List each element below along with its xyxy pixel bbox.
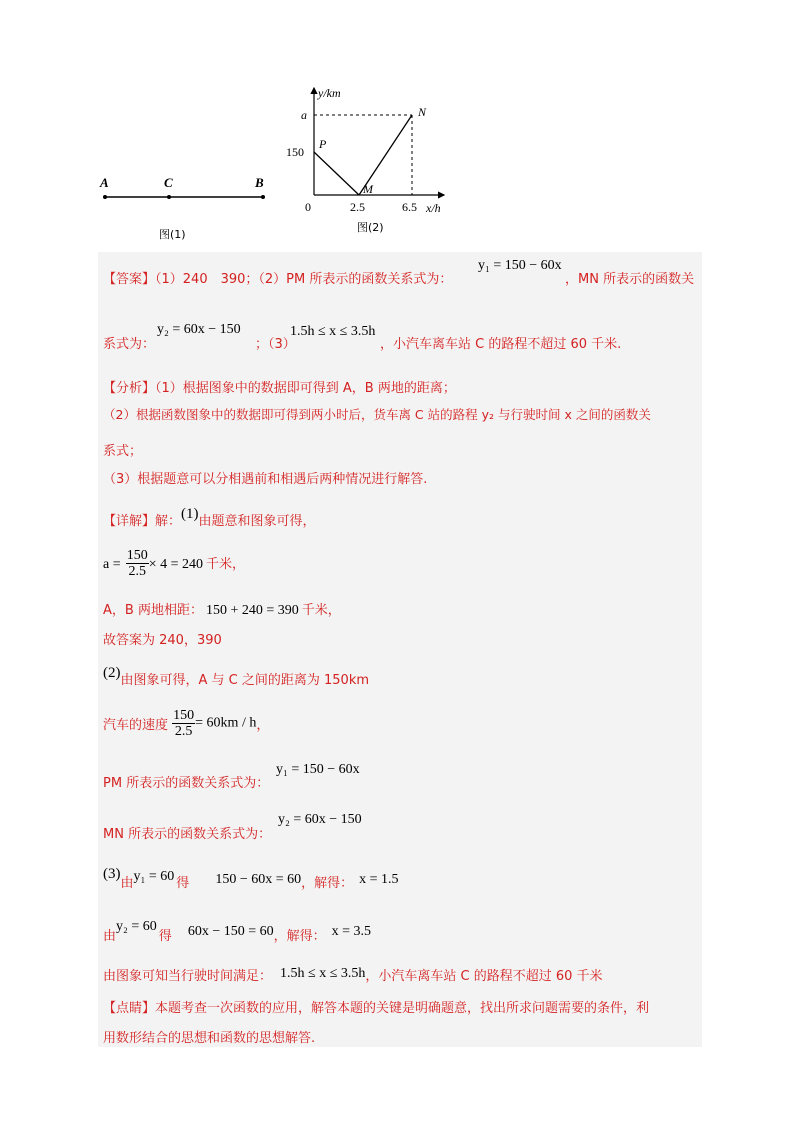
analysis-tag: 【分析】 (103, 381, 156, 396)
figure-1-caption: 图(1) (159, 228, 186, 241)
label-150: 150 (286, 145, 304, 159)
p3-de-2: 得 (158, 929, 172, 944)
point-a-dot (103, 195, 107, 199)
detail-jie: 解： (155, 514, 182, 529)
detail-tag: 【详解】 (103, 514, 156, 529)
detail-p3-line-2 (103, 919, 372, 945)
speed-end: ， (256, 718, 270, 733)
detail-mn-eq: y₂ = 60x − 150 (278, 812, 362, 827)
figure-1 (95, 170, 275, 210)
p3-cond1: y₁ = 60 (133, 869, 175, 884)
speed-text: 汽车的速度 (103, 718, 169, 733)
answer-eq-mn: y₂ = 60x − 150 (157, 322, 241, 337)
segment-pm (314, 152, 359, 195)
comment-tag: 【点睛】 (103, 1001, 156, 1016)
frac-den: 2.5 (128, 564, 146, 579)
detail-p2-text: 由图象可得，A 与 C 之间的距离为 150km (120, 673, 370, 688)
p3-eq2: 60x − 150 = 60 (187, 924, 274, 939)
concl-text: 由图象可知当行驶时间满足： (103, 969, 273, 984)
answer-eq-pm: y₁ = 150 − 60x (478, 258, 562, 273)
detail-ans-line: 故答案为 240，390 (103, 633, 222, 648)
answer-line2-start: 系式为： (103, 337, 156, 352)
detail-p3-num: (3) (103, 866, 121, 882)
p3-you-2: 由 (103, 929, 117, 944)
detail-ab-line (103, 599, 341, 619)
ab-text: A，B 两地相距： (103, 603, 203, 618)
detail-line-1 (103, 506, 316, 530)
figure-2 (282, 80, 452, 215)
fraction-150-over-2-5 (126, 548, 149, 579)
point-m-label: M (363, 182, 373, 196)
a-eq-lhs: a = (103, 557, 121, 572)
detail-mn-line: MN 所表示的函数关系式为： (103, 827, 272, 842)
answer-line-1 (103, 268, 452, 287)
label-2-5: 2.5 (350, 200, 365, 214)
answer-tag: 【答案】 (103, 272, 156, 287)
ab-eq: 150 + 240 = 390 (205, 603, 299, 618)
analysis-l1: （1）根据图象中的数据即可得到 A，B 两地的距离； (155, 381, 456, 396)
analysis-line-2: （2）根据函数图象中的数据即可得到两小时后，货车离 C 站的路程 y₂ 与行驶时间 x 之间的函数关 (103, 407, 651, 422)
speed-rhs: = 60km / h (195, 715, 257, 731)
detail-pm-line: PM 所表示的函数关系式为： (103, 776, 270, 791)
point-p-label: P (319, 137, 327, 151)
p3-sol1: x = 1.5 (359, 872, 399, 887)
a-eq-rhs: × 4 = 240 (148, 557, 203, 572)
detail-pm-eq: y₁ = 150 − 60x (276, 762, 360, 777)
point-c-dot (167, 195, 171, 199)
p3-cond2: y₂ = 60 (116, 919, 157, 934)
speed-frac-num: 150 (173, 708, 195, 723)
answer-part1: （1）240 390；（2）PM 所表示的函数关系式为： (155, 272, 453, 287)
p3-you-1: 由 (120, 876, 134, 891)
comment-line-2: 用数形结合的思想和函数的思想解答. (103, 1031, 316, 1046)
y-axis-label: y/km (318, 86, 341, 100)
label-6-5: 6.5 (402, 200, 417, 214)
detail-p1-text: 由题意和图象可得， (198, 514, 316, 529)
p3-jiede-1: ，解得： (301, 876, 354, 891)
detail-p2-line (103, 665, 370, 689)
comment-line-1 (103, 997, 649, 1016)
p3-eq1: 150 − 60x = 60 (215, 872, 302, 887)
unit-km: 千米， (206, 557, 246, 572)
figure-2-caption: 图(2) (357, 221, 384, 234)
concl-range: 1.5h ≤ x ≤ 3.5h (280, 966, 366, 981)
detail-p2-num: (2) (103, 665, 121, 681)
p3-sol2: x = 3.5 (331, 924, 372, 939)
speed-frac-den: 2.5 (174, 724, 193, 739)
frac-num: 150 (126, 548, 148, 563)
detail-p3-line-1 (103, 866, 399, 892)
detail-a-equation (103, 548, 245, 579)
x-axis-label: x/h (426, 201, 441, 215)
answer-end: ，小汽车离车站 C 的路程不超过 60 千米. (380, 337, 622, 352)
point-b-dot (261, 195, 265, 199)
speed-fraction (172, 708, 195, 739)
answer-mid: ，MN 所表示的函数关 (565, 272, 695, 287)
point-a-label: A (100, 175, 109, 190)
concl-end: ，小汽车离车站 C 的路程不超过 60 千米 (365, 969, 603, 984)
analysis-line-3: 系式； (103, 444, 143, 459)
label-a: a (301, 108, 307, 122)
comment-l1: 本题考查一次函数的应用，解答本题的关键是明确题意，找出所求问题需要的条件，利 (155, 1001, 650, 1016)
p3-de-1: 得 (176, 876, 190, 891)
ab-unit: 千米， (301, 603, 341, 618)
detail-p1-num: (1) (181, 506, 199, 522)
detail-conclusion-line (103, 965, 603, 985)
point-c-label: C (164, 175, 173, 190)
answer-sep: ；（3） (255, 337, 296, 352)
analysis-line-4: （3）根据题意可以分相遇前和相遇后两种情况进行解答. (103, 472, 428, 487)
detail-speed-line (103, 708, 269, 739)
p3-jiede-2: ，解得： (273, 929, 326, 944)
point-n-label: N (418, 105, 427, 119)
answer-range: 1.5h ≤ x ≤ 3.5h (290, 324, 376, 339)
analysis-line-1 (103, 377, 456, 396)
label-origin: 0 (305, 200, 311, 214)
point-b-label: B (255, 175, 264, 190)
answer-line-2 (103, 333, 155, 352)
